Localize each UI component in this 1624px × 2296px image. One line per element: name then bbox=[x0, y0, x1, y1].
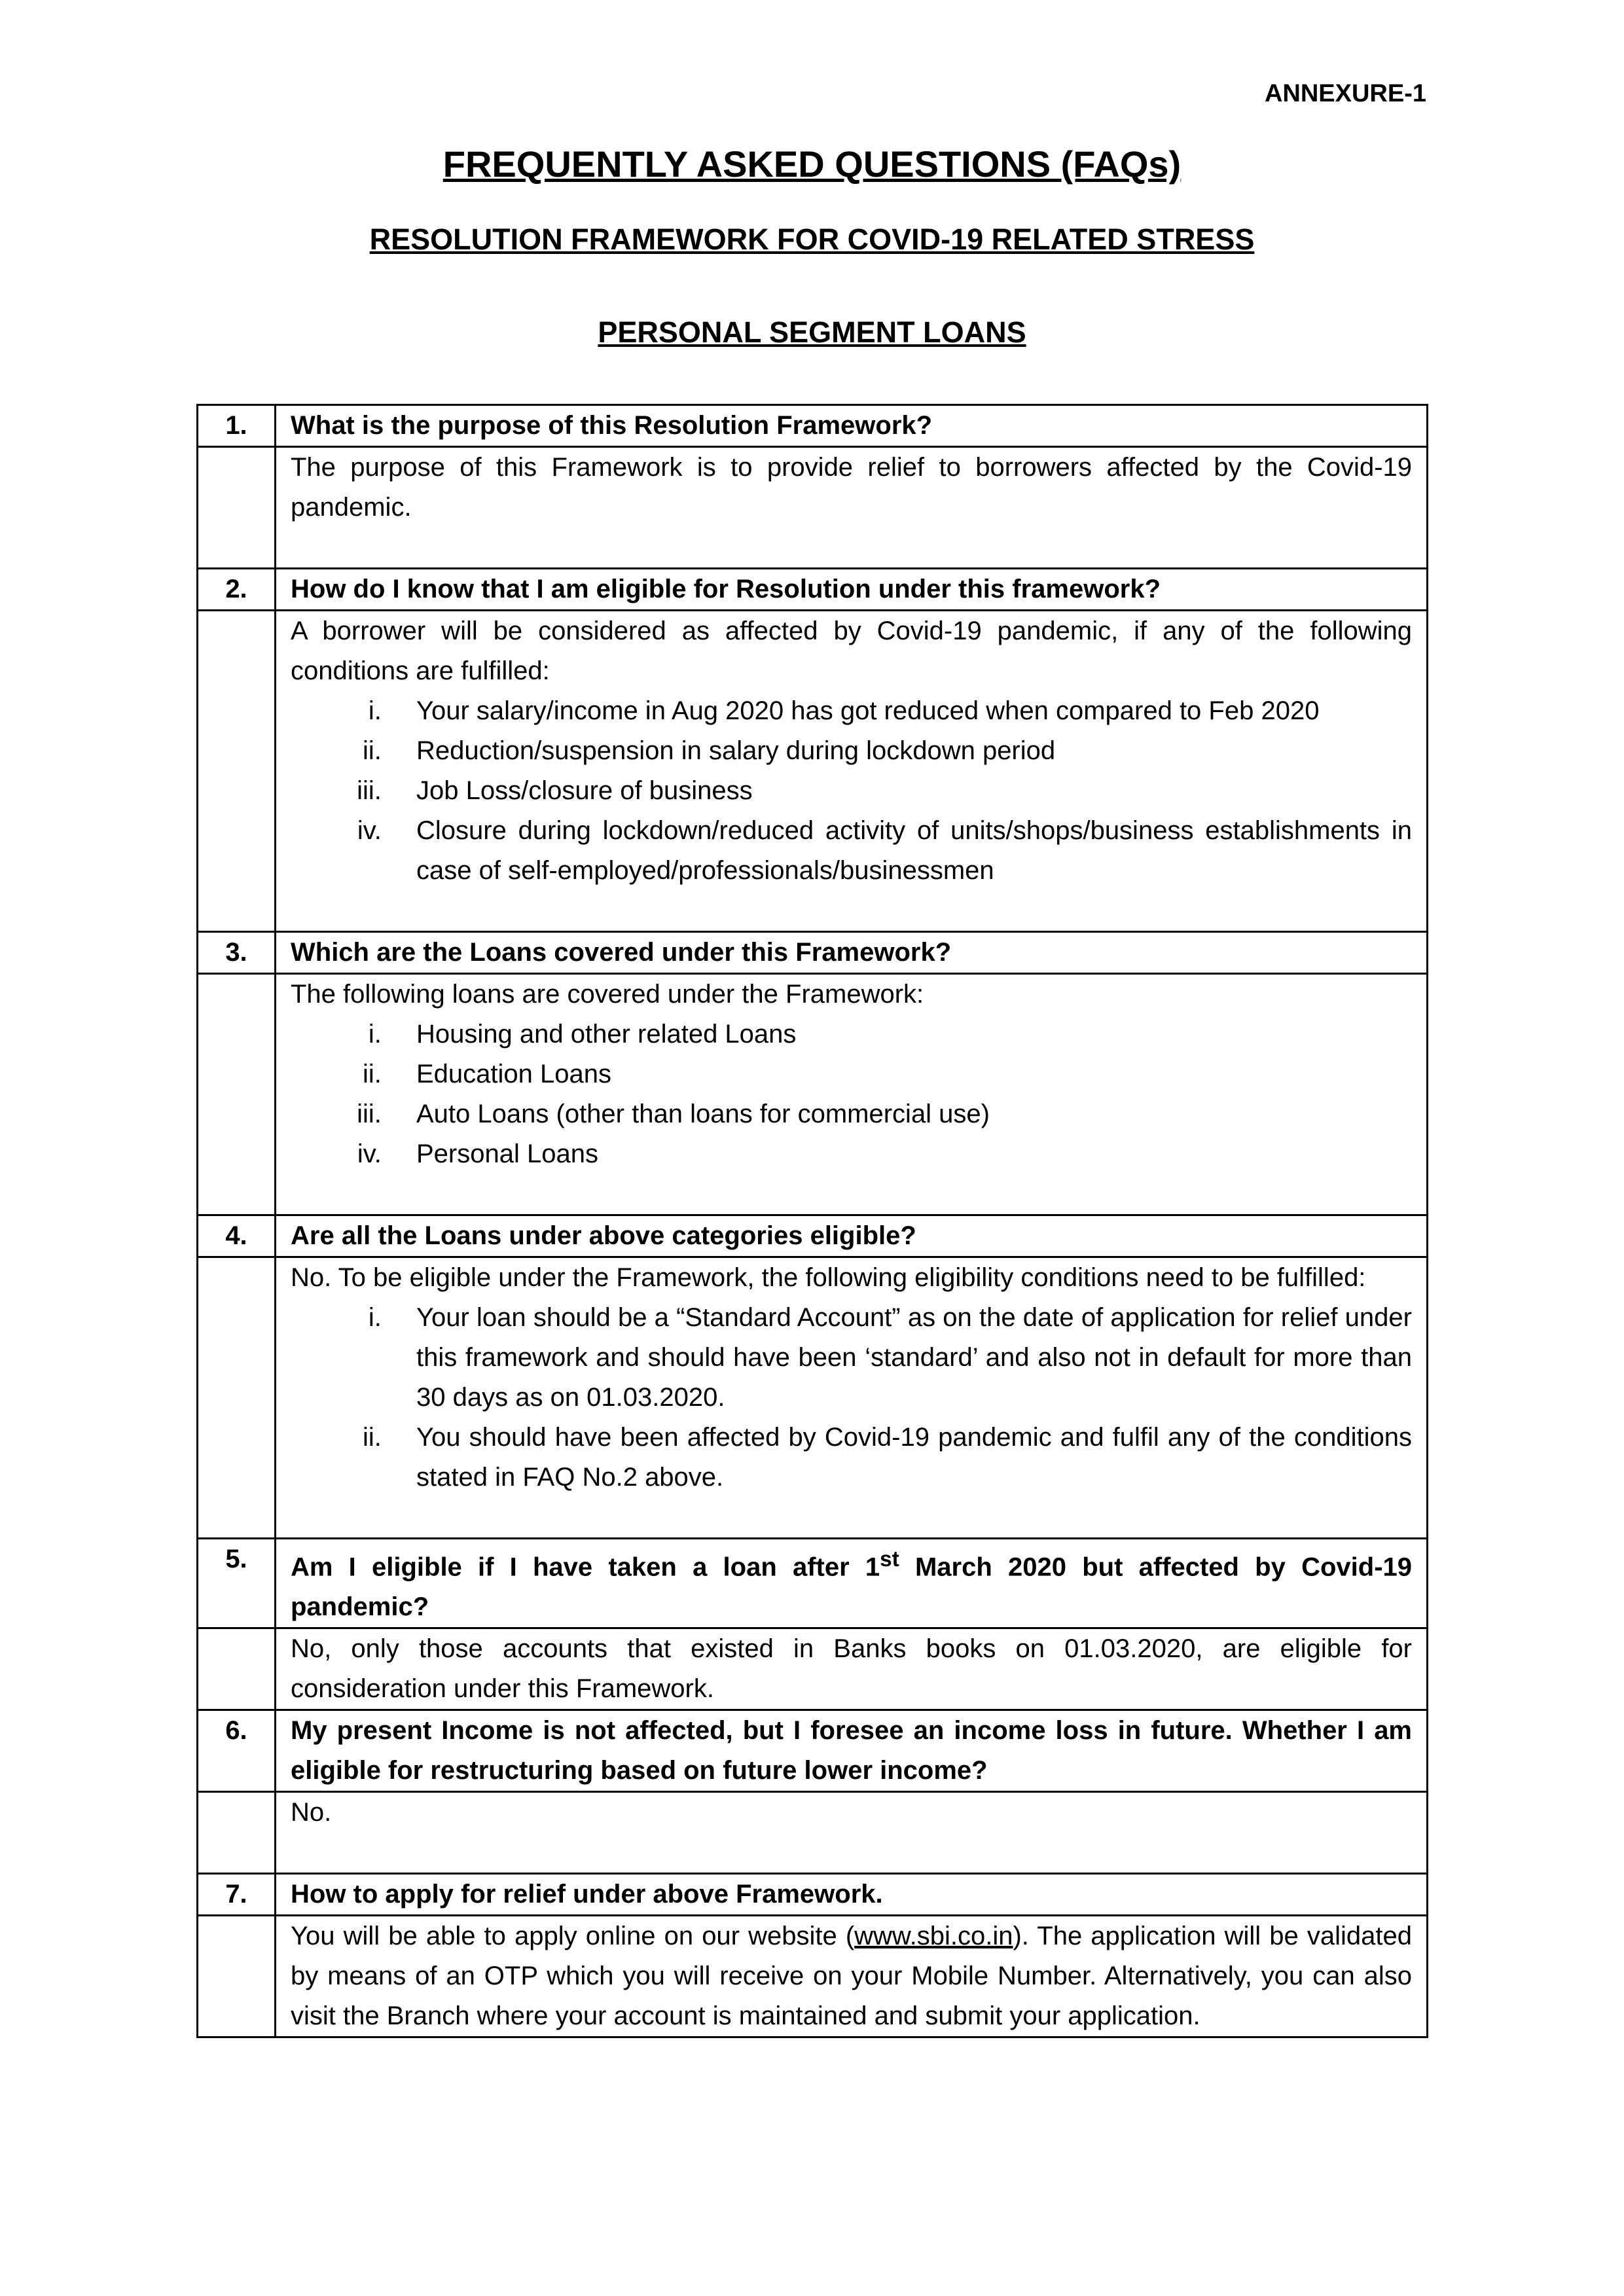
website-link[interactable]: www.sbi.co.in bbox=[854, 1922, 1013, 1951]
faq-question-row bbox=[198, 569, 1428, 611]
list-item: iv. Personal Loans bbox=[389, 1134, 1412, 1174]
list-item: iii. Auto Loans (other than loans for commercial use) bbox=[389, 1094, 1412, 1134]
faq-question-row bbox=[198, 932, 1428, 974]
eligibility-list bbox=[291, 1298, 1412, 1498]
faq-answer-row bbox=[198, 1792, 1428, 1874]
faq-question: What is the purpose of this Resolution Framework? bbox=[276, 405, 1428, 447]
list-item: ii. Reduction/suspension in salary during lockdown period bbox=[389, 731, 1412, 771]
faq-question-row bbox=[198, 1215, 1428, 1257]
faq-question-row bbox=[198, 405, 1428, 447]
faq-table bbox=[196, 404, 1428, 2038]
faq-answer: A borrower will be considered as affected by Covid-19 pandemic, if any of the following conditions are fulfilled: i. Your salary/income in Aug 2020 has got reduced when compared to Feb 2020 ii. Reduction/suspension in salary during lockdown period iii. Job Loss/closure of business iv. Closure during lockdown/reduced activity of units/shops/business establishments in case of self-employed/professionals/businessmen bbox=[276, 611, 1428, 932]
faq-number: 6. bbox=[198, 1710, 276, 1792]
faq-answer-row bbox=[198, 611, 1428, 932]
faq-answer: No. bbox=[276, 1792, 1428, 1874]
faq-answer-row bbox=[198, 1916, 1428, 2037]
faq-question: Which are the Loans covered under this Framework? bbox=[276, 932, 1428, 974]
faq-answer: No, only those accounts that existed in Banks books on 01.03.2020, are eligible for consideration under this Framework. bbox=[276, 1628, 1428, 1710]
faq-number: 3. bbox=[198, 932, 276, 974]
faq-question: My present Income is not affected, but I foresee an income loss in future. Whether I am eligible for restructuring based on future lower income? bbox=[276, 1710, 1428, 1792]
faq-answer: The following loans are covered under the Framework: i. Housing and other related Loans ii. Education Loans iii. Auto Loans (other than loans for commercial use) iv. Personal Loans bbox=[276, 974, 1428, 1215]
faq-answer-row bbox=[198, 974, 1428, 1215]
faq-number: 1. bbox=[198, 405, 276, 447]
faq-question: How to apply for relief under above Framework. bbox=[276, 1874, 1428, 1916]
list-item: ii. You should have been affected by Covid-19 pandemic and fulfil any of the conditions stated in FAQ No.2 above. bbox=[389, 1418, 1412, 1498]
loan-type-list bbox=[291, 1014, 1412, 1174]
faq-answer: You will be able to apply online on our website (www.sbi.co.in). The application will be validated by means of an OTP which you will receive on your Mobile Number. Alternatively, you can also visit the Branch where your account is maintained and submit your application. bbox=[276, 1916, 1428, 2037]
annexure-label: ANNEXURE-1 bbox=[1264, 80, 1426, 107]
list-item: i. Your salary/income in Aug 2020 has got reduced when compared to Feb 2020 bbox=[389, 691, 1412, 731]
faq-question-row bbox=[198, 1874, 1428, 1916]
faq-answer-row bbox=[198, 1257, 1428, 1539]
faq-answer: No. To be eligible under the Framework, the following eligibility conditions need to be fulfilled: i. Your loan should be a “Standard Account” as on the date of application for relief under this framework and should have been ‘standard’ and also not in default for more than 30 days as on 01.03.2020. ii. You should have been affected by Covid-19 pandemic and fulfil any of the conditions stated in FAQ No.2 above. bbox=[276, 1257, 1428, 1539]
faq-answer: The purpose of this Framework is to provide relief to borrowers affected by the Covid-19 pandemic. bbox=[276, 447, 1428, 569]
faq-question: How do I know that I am eligible for Resolution under this framework? bbox=[276, 569, 1428, 611]
list-item: i. Your loan should be a “Standard Account” as on the date of application for relief under this framework and should have been ‘standard’ and also not in default for more than 30 days as on 01.03.2020. bbox=[389, 1298, 1412, 1418]
faq-number: 4. bbox=[198, 1215, 276, 1257]
faq-question: Am I eligible if I have taken a loan after 1st March 2020 but affected by Covid-19 pandemic? bbox=[276, 1539, 1428, 1628]
faq-number: 2. bbox=[198, 569, 276, 611]
faq-number: 7. bbox=[198, 1874, 276, 1916]
faq-question-row bbox=[198, 1710, 1428, 1792]
document-title: FREQUENTLY ASKED QUESTIONS (FAQs) bbox=[442, 143, 1182, 185]
list-item: iv. Closure during lockdown/reduced activity of units/shops/business establishments in case of self-employed/professionals/businessmen bbox=[389, 811, 1412, 891]
faq-answer-row bbox=[198, 447, 1428, 569]
faq-question-row bbox=[198, 1539, 1428, 1628]
section-title: PERSONAL SEGMENT LOANS bbox=[598, 315, 1026, 349]
condition-list bbox=[291, 691, 1412, 891]
list-item: i. Housing and other related Loans bbox=[389, 1014, 1412, 1054]
list-item: ii. Education Loans bbox=[389, 1054, 1412, 1094]
faq-number: 5. bbox=[198, 1539, 276, 1628]
faq-question: Are all the Loans under above categories eligible? bbox=[276, 1215, 1428, 1257]
list-item: iii. Job Loss/closure of business bbox=[389, 771, 1412, 811]
faq-answer-row bbox=[198, 1628, 1428, 1710]
document-subtitle: RESOLUTION FRAMEWORK FOR COVID-19 RELATED STRESS bbox=[369, 223, 1255, 256]
